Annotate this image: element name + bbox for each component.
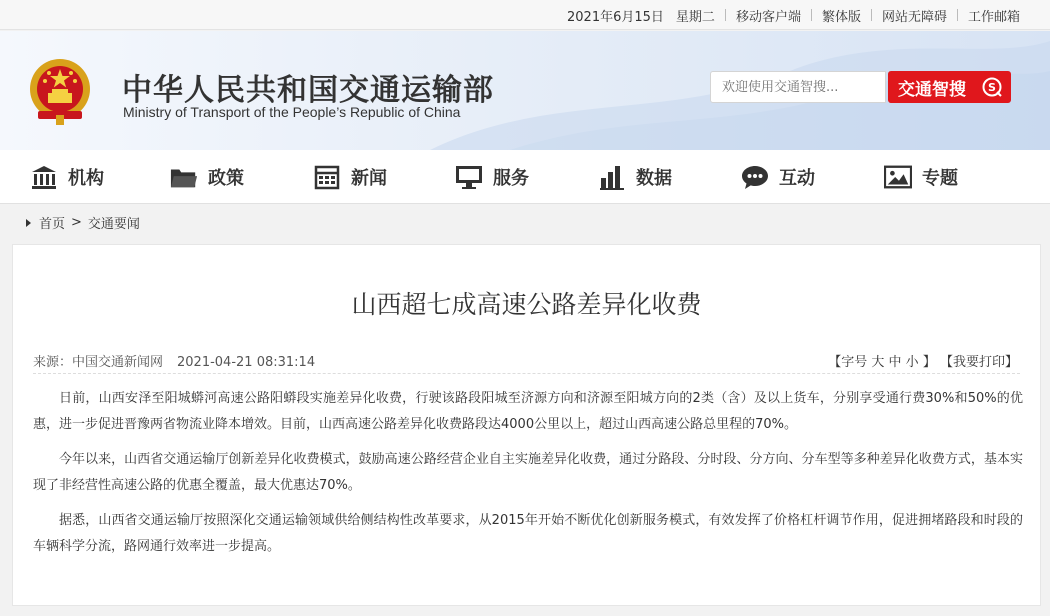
main-navigation bbox=[0, 150, 1050, 204]
nav-item-institutions[interactable] bbox=[30, 150, 104, 204]
article-meta bbox=[33, 351, 315, 370]
nav-item-news[interactable] bbox=[313, 150, 387, 204]
divider bbox=[811, 9, 812, 21]
font-size-large-button[interactable]: 大 bbox=[871, 355, 885, 370]
breadcrumb-arrow-icon bbox=[26, 219, 31, 227]
nav-item-policy[interactable] bbox=[170, 150, 244, 204]
font-size-medium-button[interactable]: 中 bbox=[888, 355, 902, 370]
work-email-link[interactable]: 工作邮箱 bbox=[967, 9, 1020, 25]
search-button[interactable] bbox=[888, 71, 1011, 103]
current-date: 2021年6月15日 bbox=[567, 9, 664, 25]
nav-item-label: 服务 bbox=[493, 168, 529, 189]
nav-item-topics[interactable] bbox=[884, 150, 958, 204]
breadcrumb-separator: > bbox=[71, 215, 82, 230]
traditional-chinese-link[interactable]: 繁体版 bbox=[821, 9, 861, 25]
breadcrumb-current-link[interactable]: 交通要闻 bbox=[87, 217, 140, 232]
folder-icon bbox=[170, 163, 198, 191]
nav-item-label: 互动 bbox=[779, 168, 815, 189]
accessibility-link[interactable]: 网站无障碍 bbox=[881, 9, 947, 25]
article-tools bbox=[828, 351, 1018, 370]
search-input[interactable] bbox=[710, 71, 886, 103]
top-utility-bar bbox=[0, 0, 1050, 30]
divider bbox=[725, 9, 726, 21]
meta-divider bbox=[33, 373, 1020, 374]
article-time: 2021-04-21 08:31:14 bbox=[177, 355, 316, 370]
current-weekday: 星期二 bbox=[675, 9, 715, 25]
font-size-small-button[interactable]: 小 bbox=[905, 355, 919, 370]
chat-bubble-icon bbox=[741, 163, 769, 191]
nav-item-label: 政策 bbox=[208, 168, 244, 189]
monitor-icon bbox=[455, 163, 483, 191]
article-container bbox=[12, 244, 1041, 606]
breadcrumb bbox=[26, 213, 140, 232]
image-icon bbox=[884, 163, 912, 191]
nav-item-interaction[interactable] bbox=[741, 150, 815, 204]
building-icon bbox=[30, 163, 58, 191]
nav-item-label: 专题 bbox=[922, 168, 958, 189]
article-source: 来源：中国交通新闻网 bbox=[33, 355, 164, 370]
print-button[interactable]: 【我要打印】 bbox=[939, 355, 1018, 370]
article-paragraph: 今年以来，山西省交通运输厅创新差异化收费模式，鼓励高速公路经营企业自主实施差异化收费，通过分路段、分时段、分方向、分车型等多种差异化收费方式，基本实现了非经营性高速公路的优惠全覆盖，最大优惠达70%。 bbox=[33, 452, 1023, 493]
mobile-client-link[interactable]: 移动客户端 bbox=[735, 9, 801, 25]
site-header bbox=[0, 31, 1050, 150]
search-button-label: 交通智搜 bbox=[898, 79, 966, 100]
bar-chart-icon bbox=[598, 163, 626, 191]
search-icon bbox=[982, 77, 1002, 97]
nav-item-services[interactable] bbox=[455, 150, 529, 204]
svg-text:S: S bbox=[988, 81, 996, 94]
site-title-chinese: 中华人民共和国交通运输部 bbox=[122, 73, 494, 108]
breadcrumb-home-link[interactable]: 首页 bbox=[39, 217, 66, 232]
site-title-english: Ministry of Transport of the People’s Republic of China bbox=[123, 104, 461, 120]
calendar-grid-icon bbox=[313, 163, 341, 191]
font-size-close-bracket: 】 bbox=[922, 355, 936, 370]
article-body bbox=[33, 386, 1023, 569]
divider bbox=[957, 9, 958, 21]
nav-item-label: 新闻 bbox=[351, 168, 387, 189]
article-title: 山西超七成高速公路差异化收费 bbox=[351, 290, 702, 319]
nav-item-label: 数据 bbox=[636, 168, 672, 189]
nav-item-data[interactable] bbox=[598, 150, 672, 204]
nav-item-label: 机构 bbox=[68, 168, 104, 189]
article-paragraph: 据悉，山西省交通运输厅按照深化交通运输领域供给侧结构性改革要求，从2015年开始不断优化创新服务模式，有效发挥了价格杠杆调节作用，促进拥堵路段和时段的车辆科学分流，路网通行效率进一步提高。 bbox=[33, 513, 1023, 554]
national-emblem-icon bbox=[28, 57, 92, 125]
divider bbox=[871, 9, 872, 21]
article-paragraph: 日前，山西安泽至阳城蟒河高速公路阳蟒段实施差异化收费，行驶该路段阳城至济源方向和济源至阳城方向的2类（含）及以上货车，分别享受通行费30%和50%的优惠，进一步促进晋豫两省物流业降本增效。目前，山西高速公路差异化收费路段达4000公里以上，超过山西高速公路总里程的70%。 bbox=[33, 391, 1023, 432]
font-size-label: 【字号 bbox=[828, 355, 868, 370]
